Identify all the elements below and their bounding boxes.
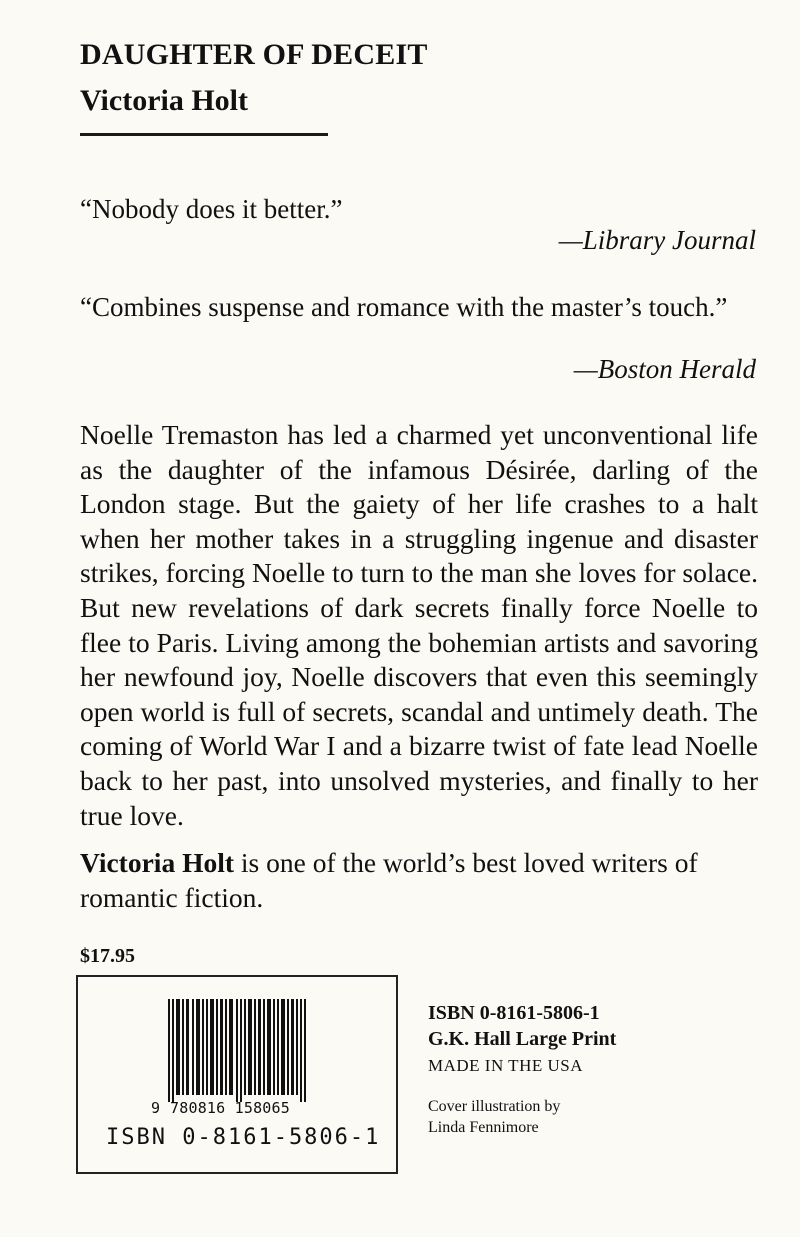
review-source-2: —Boston Herald	[573, 354, 756, 384]
publisher-info	[428, 1000, 616, 1080]
origin-label: MADE IN THE USA	[428, 1056, 583, 1075]
author-bio-text: is one of the world’s best loved writers of romantic fiction.	[80, 847, 698, 913]
cover-credit-line-1: Cover illustration by	[428, 1098, 561, 1115]
book-author: Victoria Holt	[80, 84, 249, 117]
barcode-digits: 780816 158065	[170, 1099, 290, 1117]
barcode-isbn-text: ISBN 0-8161-5806-1	[106, 1125, 381, 1150]
price-label: $17.95	[80, 945, 135, 967]
cover-credit	[428, 1096, 560, 1138]
book-blurb: Noelle Tremaston has led a charmed yet unconventional life as the daughter of the infamous Désirée, darling of the London stage. But the gaiety of her life crashes to a halt when her mother takes in a struggling ingenue and disaster strikes, forcing Noelle to turn to the man she loves for solace. But new revelations of dark secrets finally force Noelle to flee to Paris. Living among the bohemian artists and savoring her newfound joy, Noelle discovers that even this seemingly open world is full of secrets, scandal and untimely death. The coming of World War I and a bizarre twist of fate lead Noelle back to her past, into unsolved mysteries, and finally to her true love.	[80, 419, 758, 831]
barcode-graphic	[166, 977, 316, 1102]
author-bio-name: Victoria Holt	[80, 847, 235, 878]
author-bio	[80, 846, 760, 915]
barcode-left-digit: 9	[151, 1099, 161, 1117]
barcode-box	[76, 975, 398, 1174]
cover-credit-line-2: Linda Fennimore	[428, 1119, 539, 1136]
imprint-label: G.K. Hall Large Print	[428, 1028, 617, 1050]
review-quote-1: “Nobody does it better.”	[80, 194, 343, 224]
review-source-1: —Library Journal	[558, 225, 756, 255]
isbn-label: ISBN 0-8161-5806-1	[428, 1002, 600, 1024]
book-title: DAUGHTER OF DECEIT	[80, 38, 428, 71]
title-rule	[80, 133, 328, 136]
review-quote-2: “Combines suspense and romance with the master’s touch.”	[80, 292, 728, 322]
